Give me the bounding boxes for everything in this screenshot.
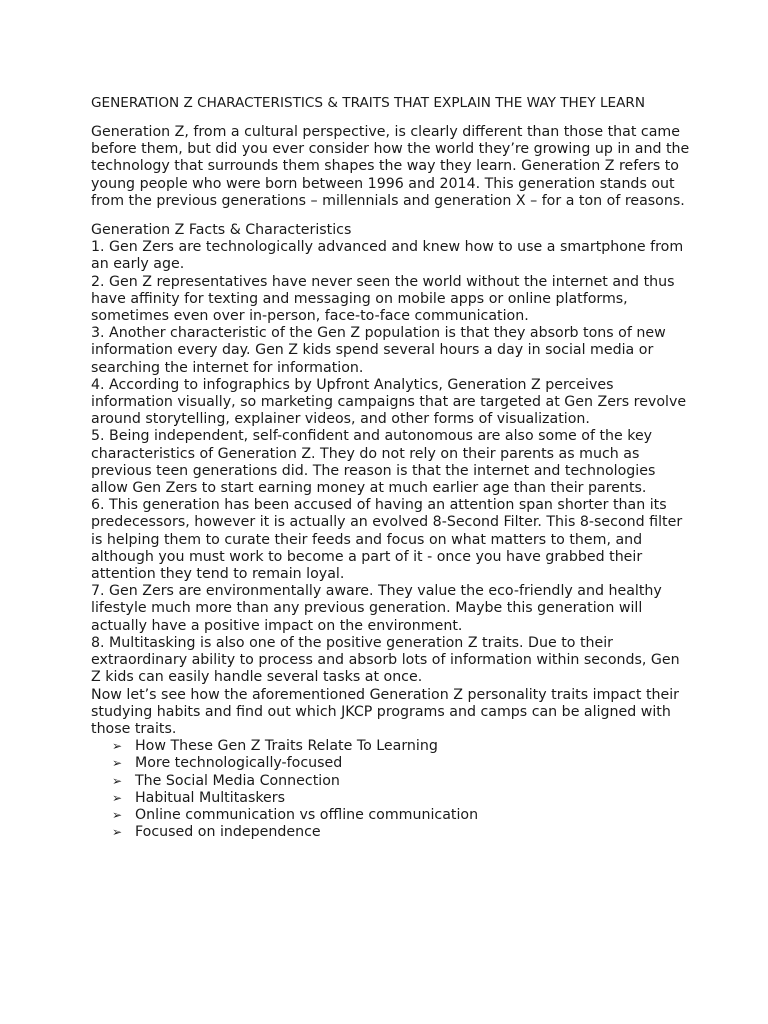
list-item [112, 824, 691, 841]
list-item [112, 807, 691, 824]
fact-item: 5. Being independent, self-confident and autonomous are also some of the key characteristics of Generation Z. They do not rely on their parents as much as previous teen generations did. The reason is that the internet and technologies allow Gen Zers to start earning money at much earlier age than their parents. [91, 428, 656, 497]
fact-item: 8. Multitasking is also one of the positive generation Z traits. Due to their extraordinary ability to process and absorb lots of information within seconds, Gen Z kids can easily handle several tasks at once. [91, 634, 680, 686]
document-title: GENERATION Z CHARACTERISTICS & TRAITS THAT EXPLAIN THE WAY THEY LEARN [91, 95, 646, 111]
list-item [112, 773, 691, 790]
arrow-bullet-icon: ➢ [112, 773, 123, 788]
fact-item: 7. Gen Zers are environmentally aware. They value the eco-friendly and healthy lifestyle much more than any previous generation. Maybe this generation will actually have a positive impact on the environment. [91, 583, 662, 634]
list-item [112, 790, 691, 807]
fact-item: 4. According to infographics by Upfront Analytics, Generation Z perceives information visually, so marketing campaigns that are targeted at Gen Zers revolve around storytelling, explainer videos, and other forms of visualization. [91, 376, 687, 428]
facts-heading: Generation Z Facts & Characteristics [91, 222, 352, 239]
closing-paragraph: Now let’s see how the aforementioned Generation Z personality traits impact their studying habits and find out which JKCP programs and camps can be aligned with those traits. [91, 686, 680, 737]
list-item [112, 738, 691, 755]
list-item-label: The Social Media Connection [135, 772, 340, 789]
list-item [112, 755, 691, 772]
fact-item: 3. Another characteristic of the Gen Z population is that they absorb tons of new information every day. Gen Z kids spend several hours a day in social media or searching the internet for information. [91, 325, 666, 376]
arrow-bullet-icon: ➢ [112, 825, 123, 840]
topics-list [91, 738, 691, 841]
fact-item: 2. Gen Z representatives have never seen the world without the internet and thus have affinity for texting and messaging on mobile apps or online platforms, sometimes even over in-person, face-to-face communication. [91, 273, 675, 325]
list-item-label: Focused on independence [135, 824, 321, 841]
list-item-label: Online communication vs offline communication [135, 806, 479, 823]
fact-item: 6. This generation has been accused of having an attention span shorter than its predecessors, however it is actually an evolved 8-Second Filter. This 8-second filter is helping them to curate their feeds and focus on what matters to them, and although you must work to become a part of it - once you have grabbed their attention they tend to remain loyal. [91, 497, 683, 583]
arrow-bullet-icon: ➢ [112, 790, 123, 805]
document-body [91, 95, 691, 841]
list-item-label: More technologically-focused [135, 755, 343, 772]
list-item-label: Habitual Multitaskers [135, 789, 286, 806]
arrow-bullet-icon: ➢ [112, 739, 123, 754]
list-item-label: How These Gen Z Traits Relate To Learning [135, 738, 438, 755]
arrow-bullet-icon: ➢ [112, 807, 123, 822]
arrow-bullet-icon: ➢ [112, 756, 123, 771]
fact-item: 1. Gen Zers are technologically advanced and knew how to use a smartphone from an early age. [91, 239, 684, 273]
intro-paragraph: Generation Z, from a cultural perspective, is clearly different than those that came before them, but did you ever consider how the world they’re growing up in and the technology that surrounds them shapes the way they learn. Generation Z refers to young people who were born between 1996 and 2014. This generation stands out from the previous generations – millennials and generation X – for a ton of reasons. [91, 124, 690, 209]
